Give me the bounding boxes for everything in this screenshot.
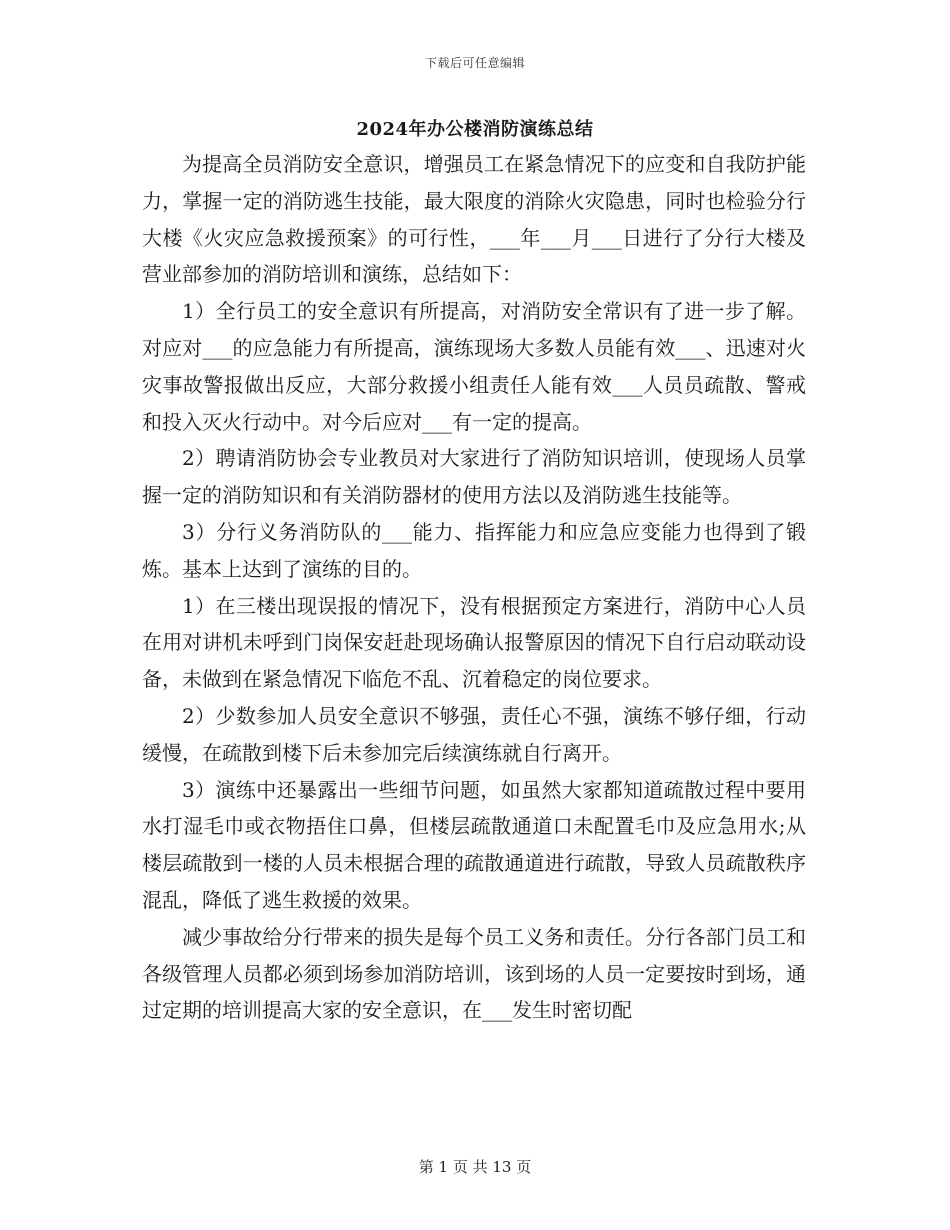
header-note: 下载后可任意编辑 (424, 56, 525, 70)
paragraph-achievement-1: 1）全行员工的安全意识有所提高，对消防安全常识有了进一步了解。对应对___的应急能力有所提高，演练现场大多数人员能有效___、迅速对火灾事故警报做出反应，大部分救援小组责任人能有效___人员员疏散、警戒和投入灭火行动中。对今后应对___有一定的提高。 (142, 299, 806, 434)
paragraph-intro: 为提高全员消防安全意识，增强员工在紧急情况下的应变和自我防护能力，掌握一定的消防逃生技能，最大限度的消除火灾隐患，同时也检验分行大楼《火灾应急救援预案》的可行性，___年___月___日进行了分行大楼及营业部参加的消防培训和演练，总结如下： (142, 152, 806, 287)
paragraph-achievement-2: 2）聘请消防协会专业教员对大家进行了消防知识培训，使现场人员掌握一定的消防知识和有关消防器材的使用方法以及消防逃生技能等。 (142, 446, 806, 508)
page-number-footer: 第 1 页 共 13 页 (418, 1158, 532, 1176)
paragraph-conclusion: 减少事故给分行带来的损失是每个员工义务和责任。分行各部门员工和各级管理人员都必须到场参加消防培训，该到场的人员一定要按时到场，通过定期的培训提高大家的安全意识，在___发生时密切配 (142, 924, 806, 1023)
paragraph-problem-1: 1）在三楼出现误报的情况下，没有根据预定方案进行，消防中心人员在用对讲机未呼到门岗保安赶赴现场确认报警原因的情况下自行启动联动设备，未做到在紧急情况下临危不乱、沉着稳定的岗位要求。 (142, 593, 806, 692)
paragraph-achievement-3: 3）分行义务消防队的___能力、指挥能力和应急应变能力也得到了锻炼。基本上达到了演练的目的。 (142, 519, 806, 581)
paragraph-problem-2: 2）少数参加人员安全意识不够强，责任心不强，演练不够仔细，行动缓慢，在疏散到楼下后未参加完后续演练就自行离开。 (142, 703, 806, 765)
document-body (142, 146, 806, 1029)
document-title: 2024年办公楼消防演练总结 (356, 119, 594, 140)
paragraph-problem-3: 3）演练中还暴露出一些细节问题，如虽然大家都知道疏散过程中要用水打湿毛巾或衣物捂住口鼻，但楼层疏散通道口未配置毛巾及应急用水;从楼层疏散到一楼的人员未根据合理的疏散通道进行疏散，导致人员疏散秩序混乱，降低了逃生救援的效果。 (142, 777, 806, 912)
